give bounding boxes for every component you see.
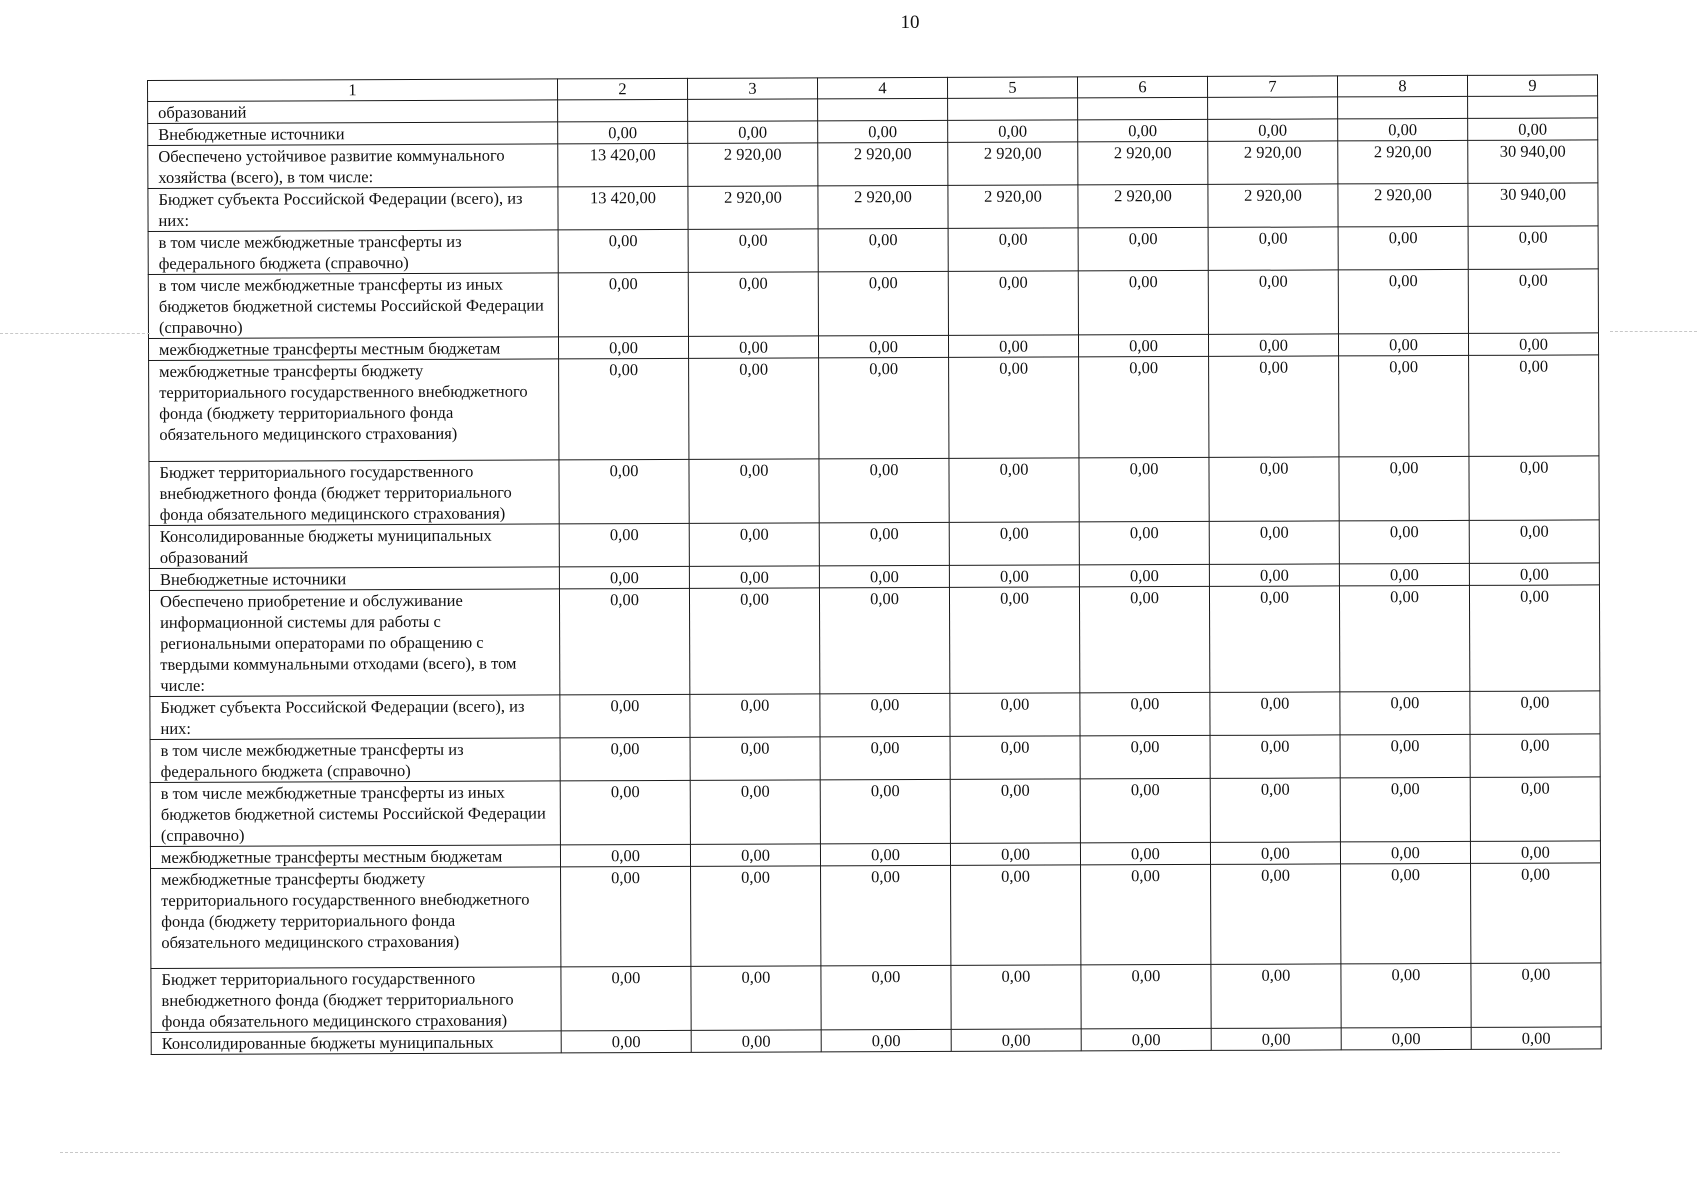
value-cell: 0,00	[819, 357, 949, 458]
row-label: межбюджетные трансферты местным бюджетам	[148, 337, 558, 361]
value-cell: 0,00	[1339, 585, 1469, 691]
value-cell: 0,00	[950, 693, 1080, 736]
value-cell: 0,00	[1470, 691, 1600, 734]
value-cell: 0,00	[560, 737, 690, 780]
value-cell: 0,00	[559, 459, 689, 523]
table-row	[151, 963, 1601, 1033]
value-cell: 0,00	[1208, 334, 1338, 356]
scan-artifact-line	[0, 333, 150, 334]
value-cell: 0,00	[820, 843, 950, 865]
value-cell	[1468, 96, 1598, 118]
value-cell: 0,00	[1081, 864, 1211, 964]
value-cell: 0,00	[1081, 1028, 1211, 1050]
value-cell: 0,00	[689, 566, 819, 588]
row-label: Обеспечено устойчивое развитие коммунального хозяйства (всего), в том числе:	[148, 144, 558, 189]
row-label: в том числе межбюджетные трансферты из иных бюджетов бюджетной системы Российской Федерации (справочно)	[150, 781, 560, 847]
value-cell: 0,00	[1469, 520, 1599, 563]
value-cell: 0,00	[820, 693, 950, 736]
value-cell: 0,00	[560, 694, 690, 737]
table-row	[150, 734, 1600, 783]
value-cell: 0,00	[821, 865, 951, 965]
value-cell: 0,00	[1079, 457, 1209, 521]
value-cell: 0,00	[950, 779, 1080, 843]
value-cell: 0,00	[1340, 734, 1470, 777]
value-cell: 0,00	[690, 780, 820, 844]
row-label: Бюджет субъекта Российской Федерации (всего), из них:	[148, 187, 558, 232]
value-cell: 2 920,00	[948, 142, 1078, 185]
value-cell: 0,00	[1210, 692, 1340, 735]
table-row	[150, 777, 1600, 847]
value-cell: 0,00	[818, 120, 948, 142]
value-cell: 0,00	[949, 565, 1079, 587]
row-label: Консолидированные бюджеты муниципальных	[151, 1031, 561, 1055]
value-cell: 0,00	[950, 736, 1080, 779]
value-cell: 0,00	[1209, 356, 1339, 457]
value-cell: 2 920,00	[688, 186, 818, 229]
row-label: в том числе межбюджетные трансферты из федерального бюджета (справочно)	[150, 738, 560, 783]
value-cell: 0,00	[818, 335, 948, 357]
column-header: 9	[1467, 75, 1597, 96]
column-header: 7	[1207, 76, 1337, 97]
value-cell: 0,00	[1341, 1027, 1471, 1049]
value-cell: 0,00	[690, 844, 820, 866]
value-cell: 0,00	[1471, 863, 1601, 963]
value-cell: 0,00	[690, 694, 820, 737]
value-cell: 0,00	[1340, 841, 1470, 863]
value-cell: 2 920,00	[1338, 140, 1468, 183]
value-cell: 0,00	[1339, 520, 1469, 563]
value-cell: 0,00	[1079, 521, 1209, 564]
value-cell: 0,00	[1338, 226, 1468, 269]
value-cell: 0,00	[1079, 356, 1209, 457]
value-cell: 13 420,00	[558, 143, 688, 186]
value-cell: 0,00	[1210, 842, 1340, 864]
value-cell: 0,00	[821, 1029, 951, 1051]
value-cell: 0,00	[949, 458, 1079, 522]
value-cell: 0,00	[559, 358, 689, 459]
value-cell: 0,00	[1470, 734, 1600, 777]
value-cell: 0,00	[1079, 564, 1209, 586]
value-cell: 0,00	[1470, 841, 1600, 863]
table-row	[149, 520, 1599, 569]
row-label: Бюджет субъекта Российской Федерации (всего), из них:	[150, 695, 560, 740]
value-cell: 0,00	[1208, 227, 1338, 270]
value-cell: 0,00	[948, 120, 1078, 142]
table-row	[150, 691, 1600, 740]
value-cell: 0,00	[1078, 270, 1208, 334]
value-cell	[1078, 97, 1208, 119]
value-cell	[1338, 96, 1468, 118]
value-cell: 0,00	[688, 229, 818, 272]
column-header: 6	[1077, 76, 1207, 97]
value-cell: 0,00	[1340, 777, 1470, 841]
row-label: в том числе межбюджетные трансферты из иных бюджетов бюджетной системы Российской Федерации (справочно)	[148, 273, 558, 339]
value-cell: 0,00	[559, 588, 689, 694]
budget-table-container	[147, 74, 1601, 1055]
column-header: 8	[1337, 75, 1467, 96]
value-cell: 0,00	[1341, 963, 1471, 1027]
table-row	[148, 140, 1598, 189]
table-row	[149, 585, 1599, 697]
value-cell: 0,00	[948, 228, 1078, 271]
value-cell: 0,00	[1209, 586, 1339, 692]
value-cell: 0,00	[1080, 735, 1210, 778]
column-header: 5	[947, 77, 1077, 98]
value-cell: 0,00	[691, 1030, 821, 1052]
value-cell: 0,00	[560, 844, 690, 866]
row-label: Бюджет территориального государственного внебюджетного фонда (бюджет территориального фонда обязательного медицинского страхования)	[149, 460, 559, 526]
value-cell: 2 920,00	[948, 185, 1078, 228]
value-cell: 0,00	[819, 587, 949, 693]
table-row	[149, 355, 1599, 462]
value-cell: 0,00	[1208, 270, 1338, 334]
value-cell: 2 920,00	[1078, 184, 1208, 227]
table-body	[148, 75, 1602, 1055]
value-cell: 0,00	[1468, 226, 1598, 269]
column-header: 4	[817, 77, 947, 98]
value-cell: 0,00	[561, 1030, 691, 1052]
value-cell: 0,00	[1468, 118, 1598, 140]
value-cell: 0,00	[1469, 355, 1599, 456]
value-cell: 0,00	[1471, 963, 1601, 1027]
value-cell: 0,00	[1210, 778, 1340, 842]
scan-artifact-line	[1610, 331, 1697, 332]
value-cell: 0,00	[1338, 269, 1468, 333]
value-cell: 0,00	[690, 737, 820, 780]
row-label: межбюджетные трансферты местным бюджетам	[150, 845, 560, 869]
row-label: межбюджетные трансферты бюджету территориального государственного внебюджетного фонда (бюджету территориального фонда обязательного медицинского страхования)	[151, 867, 561, 969]
value-cell	[688, 99, 818, 121]
value-cell: 0,00	[561, 966, 691, 1030]
value-cell: 0,00	[951, 865, 1081, 965]
value-cell: 0,00	[558, 272, 688, 336]
value-cell: 2 920,00	[1078, 141, 1208, 184]
value-cell: 0,00	[1080, 842, 1210, 864]
value-cell: 2 920,00	[1208, 184, 1338, 227]
value-cell: 0,00	[818, 228, 948, 271]
value-cell: 0,00	[1078, 334, 1208, 356]
value-cell: 0,00	[820, 779, 950, 843]
value-cell: 30 940,00	[1468, 183, 1598, 226]
value-cell: 0,00	[819, 522, 949, 565]
value-cell: 0,00	[689, 588, 819, 694]
column-header: 2	[557, 78, 687, 99]
value-cell: 30 940,00	[1468, 140, 1598, 183]
value-cell: 2 920,00	[1208, 141, 1338, 184]
value-cell	[1208, 97, 1338, 119]
value-cell: 0,00	[1209, 457, 1339, 521]
value-cell: 0,00	[949, 522, 1079, 565]
value-cell: 0,00	[561, 866, 691, 966]
value-cell: 0,00	[1339, 563, 1469, 585]
value-cell: 0,00	[1469, 456, 1599, 520]
value-cell: 0,00	[1211, 1028, 1341, 1050]
value-cell: 0,00	[951, 1029, 1081, 1051]
value-cell: 0,00	[949, 357, 1079, 458]
value-cell	[558, 99, 688, 121]
value-cell: 0,00	[691, 966, 821, 1030]
value-cell: 2 920,00	[818, 185, 948, 228]
value-cell: 0,00	[689, 459, 819, 523]
row-label: Бюджет территориального государственного внебюджетного фонда (бюджет территориального фонда обязательного медицинского страхования)	[151, 967, 561, 1033]
value-cell: 0,00	[819, 565, 949, 587]
value-cell: 0,00	[1338, 118, 1468, 140]
value-cell: 0,00	[948, 335, 1078, 357]
value-cell: 13 420,00	[558, 186, 688, 229]
scan-artifact-line	[60, 1152, 1560, 1153]
column-header: 3	[687, 78, 817, 99]
page-number: 10	[900, 12, 920, 33]
row-label: Внебюджетные источники	[148, 122, 558, 146]
value-cell: 0,00	[558, 121, 688, 143]
value-cell: 0,00	[820, 736, 950, 779]
value-cell: 0,00	[1468, 269, 1598, 333]
value-cell: 0,00	[1471, 1027, 1601, 1049]
value-cell: 0,00	[1338, 333, 1468, 355]
value-cell: 0,00	[1339, 456, 1469, 520]
value-cell: 0,00	[688, 272, 818, 336]
value-cell: 0,00	[1469, 585, 1599, 691]
table-row	[151, 863, 1601, 969]
value-cell: 0,00	[818, 271, 948, 335]
value-cell: 0,00	[1080, 778, 1210, 842]
table-row	[148, 183, 1598, 232]
value-cell	[948, 98, 1078, 120]
value-cell: 0,00	[819, 458, 949, 522]
value-cell	[818, 98, 948, 120]
value-cell: 0,00	[1080, 692, 1210, 735]
value-cell: 0,00	[1339, 355, 1469, 456]
value-cell: 0,00	[821, 965, 951, 1029]
value-cell: 0,00	[949, 587, 1079, 693]
row-label: Внебюджетные источники	[149, 567, 559, 591]
value-cell: 0,00	[689, 523, 819, 566]
value-cell: 0,00	[1079, 586, 1209, 692]
budget-table	[147, 74, 1602, 1055]
value-cell: 0,00	[948, 271, 1078, 335]
value-cell: 0,00	[1078, 119, 1208, 141]
value-cell: 0,00	[688, 121, 818, 143]
value-cell: 0,00	[1208, 119, 1338, 141]
value-cell: 0,00	[1210, 735, 1340, 778]
value-cell: 0,00	[950, 843, 1080, 865]
value-cell: 0,00	[558, 336, 688, 358]
table-row	[148, 269, 1598, 339]
row-label: образований	[148, 100, 558, 124]
value-cell: 0,00	[558, 229, 688, 272]
value-cell: 0,00	[688, 336, 818, 358]
value-cell: 0,00	[689, 358, 819, 459]
value-cell: 0,00	[1211, 864, 1341, 964]
value-cell: 0,00	[559, 566, 689, 588]
value-cell: 0,00	[951, 965, 1081, 1029]
value-cell: 0,00	[1078, 227, 1208, 270]
value-cell: 0,00	[1209, 564, 1339, 586]
value-cell: 0,00	[559, 523, 689, 566]
value-cell: 0,00	[1211, 964, 1341, 1028]
table-row	[148, 226, 1598, 275]
value-cell: 0,00	[560, 780, 690, 844]
value-cell: 2 920,00	[688, 143, 818, 186]
value-cell: 0,00	[1470, 777, 1600, 841]
value-cell: 0,00	[1340, 691, 1470, 734]
row-label: в том числе межбюджетные трансферты из федерального бюджета (справочно)	[148, 230, 558, 275]
value-cell: 0,00	[1468, 333, 1598, 355]
value-cell: 0,00	[1081, 964, 1211, 1028]
row-label: межбюджетные трансферты бюджету территориального государственного внебюджетного фонда (бюджету территориального фонда обязательного медицинского страхования)	[149, 359, 559, 462]
table-row	[149, 456, 1599, 526]
value-cell: 0,00	[1209, 521, 1339, 564]
value-cell: 2 920,00	[1338, 183, 1468, 226]
value-cell: 0,00	[1341, 863, 1471, 963]
row-label: Консолидированные бюджеты муниципальных образований	[149, 524, 559, 569]
value-cell: 2 920,00	[818, 142, 948, 185]
value-cell: 0,00	[1469, 563, 1599, 585]
row-label: Обеспечено приобретение и обслуживание информационной системы для работы с региональными операторами по обращению с твердыми коммунальными отходами (всего), в том числе:	[149, 589, 559, 697]
value-cell: 0,00	[691, 866, 821, 966]
column-header: 1	[148, 79, 558, 102]
